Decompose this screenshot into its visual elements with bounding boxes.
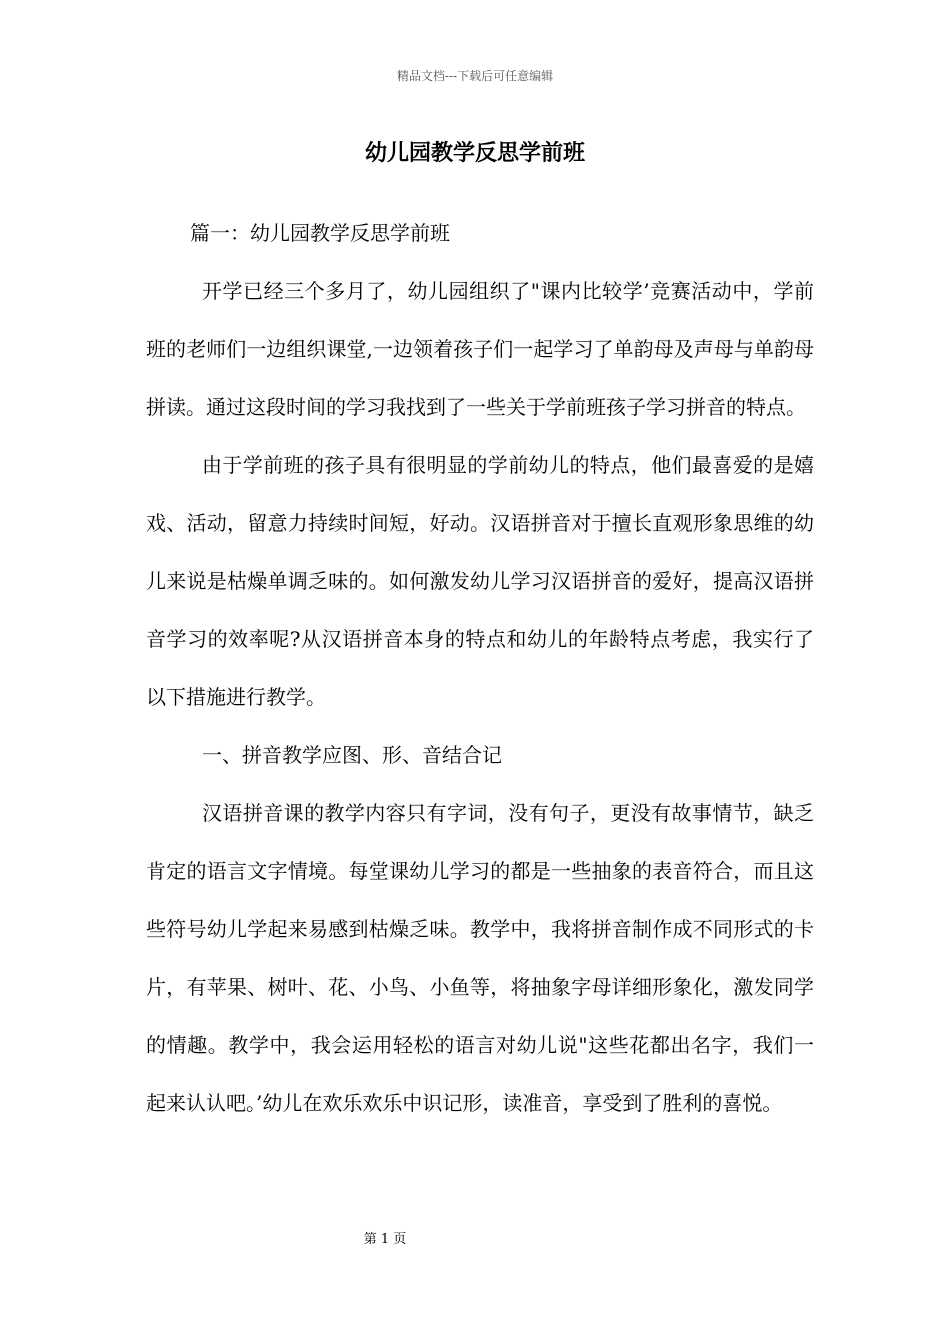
- section-heading: 篇一：幼儿园教学反思学前班: [190, 221, 450, 245]
- document-body: [146, 204, 814, 1132]
- paragraph: 由于学前班的孩子具有很明显的学前幼儿的特点，他们最喜爱的是嬉戏、活动，留意力持续时间短，好动。汉语拼音对于擅长直观形象思维的幼儿来说是枯燥单调乏味的。如何激发幼儿学习汉语拼音的爱好，提高汉语拼音学习的效率呢?从汉语拼音本身的特点和幼儿的年龄特点考虑，我实行了以下措施进行教学。: [146, 453, 814, 709]
- paragraph: 开学已经三个多月了，幼儿园组织了"课内比较学’竞赛活动中，学前班的老师们一边组织课堂,一边领着孩子们一起学习了单韵母及声母与单韵母拼读。通过这段时间的学习我找到了一些关于学前班孩子学习拼音的特点。: [146, 279, 814, 419]
- header-note: 精品文档---下载后可任意编辑: [396, 69, 554, 83]
- section-heading: 一、拼音教学应图、形、音结合记: [202, 743, 502, 767]
- document-title: 幼儿园教学反思学前班: [364, 140, 585, 166]
- page-number: 第 1 页: [363, 1232, 407, 1247]
- paragraph: 汉语拼音课的教学内容只有字词，没有句子，更没有故事情节，缺乏肯定的语言文字情境。每堂课幼儿学习的都是一些抽象的表音符合，而且这些符号幼儿学起来易感到枯燥乏味。教学中，我将拼音制作成不同形式的卡片，有苹果、树叶、花、小鸟、小鱼等，将抽象字母详细形象化，激发同学的情趣。教学中，我会运用轻松的语言对幼儿说"这些花都出名字，我们一起来认认吧。’幼儿在欢乐欢乐中识记形，读准音，享受到了胜利的喜悦。: [146, 801, 814, 1115]
